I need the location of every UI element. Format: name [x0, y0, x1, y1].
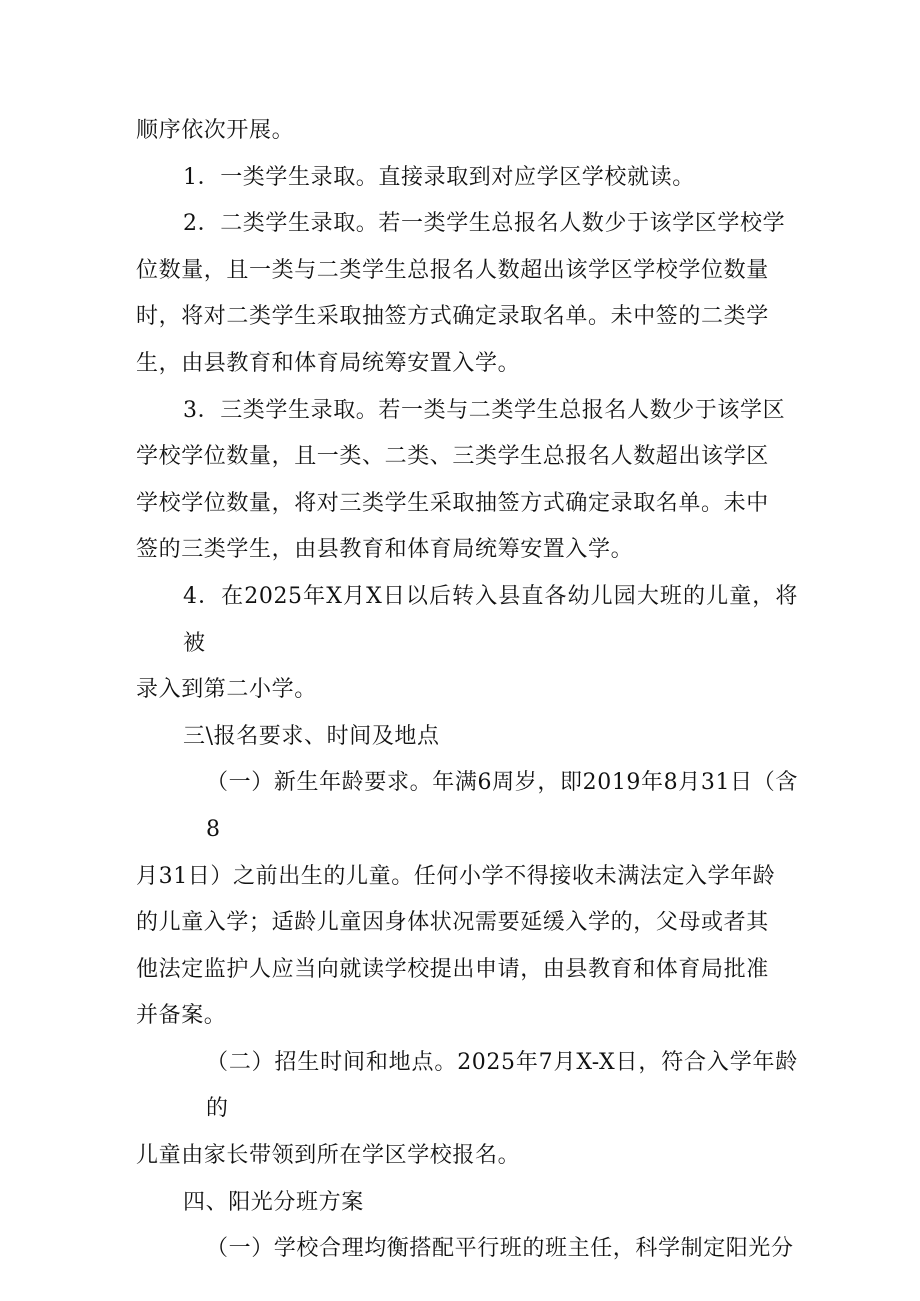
- text-line: 录入到第二小学。: [136, 677, 317, 703]
- text-line: 2．二类学生录取。若一类学生总报名人数少于该学区学校学: [183, 211, 786, 237]
- paragraph-item-1: [136, 155, 798, 202]
- text-line: 他法定监护人应当向就读学校提出申请，由县教育和体育局批准: [136, 956, 769, 982]
- text-line: 时，将对二类学生采取抽签方式确定录取名单。未中签的二类学: [136, 304, 769, 330]
- paragraph-age-requirement: [136, 760, 798, 1040]
- paragraph-item-2: [136, 201, 798, 387]
- text-line: 学校学位数量，且一类、二类、三类学生总报名人数超出该学区: [136, 444, 769, 470]
- text-line: 4．在2025年X月X日以后转入县直各幼儿园大班的儿童，将被: [183, 583, 798, 656]
- paragraph-item-3: [136, 388, 798, 574]
- text-line: （一）新生年龄要求。年满6周岁，即2019年8月31日（含8: [206, 770, 798, 842]
- text-line: （一）学校合理均衡搭配平行班的班主任，科学制定阳光分: [206, 1236, 794, 1262]
- text-line: 学校学位数量，将对三类学生采取抽签方式确定录取名单。未中: [136, 490, 769, 516]
- section-heading-4: [136, 1180, 798, 1227]
- text-line: 签的三类学生，由县教育和体育局统筹安置入学。: [136, 537, 634, 563]
- paragraph-continuation: [136, 108, 798, 155]
- paragraph-item-4: [136, 574, 798, 714]
- text-line: 顺序依次开展。: [136, 118, 295, 143]
- section-heading-3: [136, 714, 798, 761]
- text-line: 生，由县教育和体育局统筹安置入学。: [136, 350, 521, 376]
- text-line: 位数量，且一类与二类学生总报名人数超出该学区学校学位数量: [136, 257, 769, 283]
- paragraph-class-plan: [136, 1226, 798, 1273]
- heading-text: 四、阳光分班方案: [183, 1189, 364, 1215]
- text-line: （二）招生时间和地点。2025年7月X-X日，符合入学年龄的: [206, 1049, 798, 1122]
- text-line: 并备案。: [136, 1003, 227, 1029]
- text-line: 3．三类学生录取。若一类与二类学生总报名人数少于该学区: [183, 397, 786, 423]
- paragraph-registration-time: [136, 1040, 798, 1180]
- text-line: 1．一类学生录取。直接录取到对应学区学校就读。: [183, 164, 695, 190]
- text-line: 的儿童入学；适龄儿童因身体状况需要延缓入学的，父母或者其: [136, 910, 769, 936]
- text-line: 月31日）之前出生的儿童。任何小学不得接收未满法定入学年龄: [136, 863, 776, 889]
- heading-text: 三\报名要求、时间及地点: [183, 723, 440, 749]
- document-body: [136, 108, 798, 1273]
- text-line: 儿童由家长带领到所在学区学校报名。: [136, 1143, 521, 1169]
